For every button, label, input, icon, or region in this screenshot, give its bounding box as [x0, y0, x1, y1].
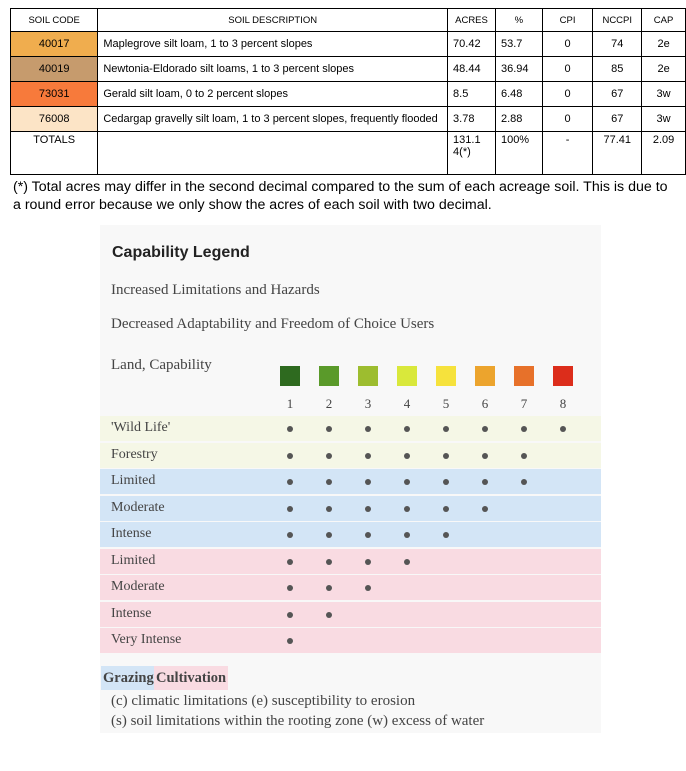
suitability-dot: [365, 453, 371, 459]
table-row: [11, 32, 686, 57]
acres-cell: 70.42: [448, 32, 496, 57]
suitability-dot: [443, 453, 449, 459]
suitability-dot: [365, 479, 371, 485]
suitability-dot: [287, 638, 293, 644]
suitability-dot: [482, 479, 488, 485]
suitability-dot: [287, 559, 293, 565]
suitability-dot: [365, 532, 371, 538]
suitability-dot: [365, 585, 371, 591]
capability-class-8-swatch: [553, 366, 573, 386]
totals-acres-line2: 4(*): [453, 146, 471, 158]
land-use-label: Moderate: [111, 579, 165, 594]
suitability-dot: [404, 559, 410, 565]
totals-acres-line1: 131.1: [453, 134, 481, 146]
cap-cell: 2e: [642, 57, 686, 82]
capability-class-number: 7: [520, 396, 528, 411]
soil-description-cell: Gerald silt loam, 0 to 2 percent slopes: [98, 82, 448, 107]
suitability-dot: [521, 479, 527, 485]
suitability-dot: [287, 506, 293, 512]
capability-class-3-swatch: [358, 366, 378, 386]
soil-code-cell: 40019: [11, 57, 98, 82]
totals-row: [11, 132, 686, 175]
land-use-label: Forestry: [111, 446, 158, 462]
land-use-row: [100, 602, 601, 627]
suitability-dot: [404, 506, 410, 512]
suitability-dot: [326, 532, 332, 538]
land-use-row: [100, 416, 601, 441]
suitability-dot: [326, 426, 332, 432]
capability-class-number: 5: [442, 396, 450, 411]
land-use-row: [100, 443, 601, 468]
land-use-row: [100, 575, 601, 600]
land-use-row: [100, 522, 601, 547]
land-use-label: 'Wild Life': [111, 420, 171, 435]
suitability-dot: [443, 506, 449, 512]
suitability-dot: [287, 426, 293, 432]
suitability-dot: [521, 453, 527, 459]
suitability-dot: [482, 506, 488, 512]
totals-nccpi: 77.41: [593, 132, 642, 175]
suitability-dot: [365, 426, 371, 432]
land-use-label: Intense: [111, 526, 152, 541]
land-use-row: [100, 469, 601, 494]
cap-cell: 2e: [642, 32, 686, 57]
header-cap: CAP: [642, 9, 686, 32]
land-use-row: [100, 628, 601, 653]
nccpi-cell: 74: [593, 32, 642, 57]
suitability-dot: [365, 506, 371, 512]
suitability-dot: [404, 426, 410, 432]
grazing-key: Grazing: [101, 666, 156, 690]
nccpi-cell: 67: [593, 82, 642, 107]
soil-description-cell: Cedargap gravelly silt loam, 1 to 3 percent slopes, frequently flooded: [98, 107, 448, 132]
suitability-dot: [482, 453, 488, 459]
percent-cell: 36.94: [495, 57, 542, 82]
capability-class-6-swatch: [475, 366, 495, 386]
suitability-dot: [443, 532, 449, 538]
land-use-row: [100, 496, 601, 521]
suitability-dot: [404, 453, 410, 459]
legend-land-capability-text: Land, Capability: [111, 357, 212, 373]
capability-legend: [100, 225, 601, 733]
legend-footnote-soil: (s) soil limitations within the rooting zone (w) excess of water: [111, 713, 485, 729]
land-use-label: Limited: [111, 473, 156, 488]
totals-description-cell: [98, 132, 448, 175]
capability-class-number: 8: [559, 396, 567, 411]
soil-code-cell: 40017: [11, 32, 98, 57]
header-soil-description: SOIL DESCRIPTION: [98, 9, 448, 32]
cap-cell: 3w: [642, 82, 686, 107]
capability-class-number: 6: [481, 396, 489, 411]
soil-description-cell: Maplegrove silt loam, 1 to 3 percent slopes: [98, 32, 448, 57]
capability-class-1-swatch: [280, 366, 300, 386]
table-header-row: [11, 9, 686, 32]
acres-cell: 8.5: [448, 82, 496, 107]
cpi-cell: 0: [542, 82, 593, 107]
suitability-dot: [443, 479, 449, 485]
totals-cpi: -: [542, 132, 593, 175]
land-use-label: Limited: [111, 552, 156, 568]
suitability-dot: [404, 532, 410, 538]
capability-class-5-swatch: [436, 366, 456, 386]
capability-class-4-swatch: [397, 366, 417, 386]
percent-cell: 6.48: [495, 82, 542, 107]
table-row: [11, 57, 686, 82]
suitability-dot: [443, 426, 449, 432]
table-row: [11, 107, 686, 132]
suitability-dot: [521, 426, 527, 432]
capability-class-number: 1: [286, 396, 294, 411]
legend-adaptability-text: Decreased Adaptability and Freedom of Choice Users: [111, 316, 435, 332]
suitability-dot: [560, 426, 566, 432]
suitability-dot: [404, 479, 410, 485]
capability-class-7-swatch: [514, 366, 534, 386]
cultivation-key: Cultivation: [154, 666, 228, 690]
header-soil-code: SOIL CODE: [11, 9, 98, 32]
acres-cell: 3.78: [448, 107, 496, 132]
suitability-dot: [326, 453, 332, 459]
legend-hazards-text: Increased Limitations and Hazards: [111, 282, 320, 298]
nccpi-cell: 67: [593, 107, 642, 132]
percent-cell: 53.7: [495, 32, 542, 57]
totals-label: TOTALS: [11, 132, 98, 175]
table-row: [11, 82, 686, 107]
capability-class-number: 4: [403, 396, 411, 411]
rounding-note: (*) Total acres may differ in the second decimal compared to the sum of each acreage soil. This is due to a round error because we only show the acres of each soil with two decimal.: [13, 179, 668, 213]
capability-class-2-swatch: [319, 366, 339, 386]
land-use-row: [100, 549, 601, 574]
totals-percent: 100%: [495, 132, 542, 175]
legend-title: Capability Legend: [112, 244, 250, 261]
legend-footnote-climatic: (c) climatic limitations (e) susceptibility to erosion: [111, 693, 416, 709]
soil-code-cell: 76008: [11, 107, 98, 132]
suitability-dot: [326, 506, 332, 512]
totals-acres: [448, 132, 496, 175]
cpi-cell: 0: [542, 32, 593, 57]
totals-cap: 2.09: [642, 132, 686, 175]
soil-description-cell: Newtonia-Eldorado silt loams, 1 to 3 percent slopes: [98, 57, 448, 82]
cpi-cell: 0: [542, 57, 593, 82]
land-use-label: Very Intense: [111, 632, 182, 647]
suitability-dot: [287, 585, 293, 591]
cpi-cell: 0: [542, 107, 593, 132]
soil-table: [10, 8, 686, 175]
suitability-dot: [326, 559, 332, 565]
header-percent: %: [495, 9, 542, 32]
cap-cell: 3w: [642, 107, 686, 132]
nccpi-cell: 85: [593, 57, 642, 82]
capability-class-number: 2: [325, 396, 333, 411]
suitability-dot: [287, 532, 293, 538]
header-acres: ACRES: [448, 9, 496, 32]
header-cpi: CPI: [542, 9, 593, 32]
land-use-label: Moderate: [111, 499, 165, 515]
suitability-dot: [326, 612, 332, 618]
suitability-dot: [287, 453, 293, 459]
suitability-dot: [482, 426, 488, 432]
land-use-label: Intense: [111, 605, 152, 621]
suitability-dot: [326, 479, 332, 485]
header-nccpi: NCCPI: [593, 9, 642, 32]
suitability-dot: [287, 612, 293, 618]
suitability-dot: [287, 479, 293, 485]
suitability-dot: [365, 559, 371, 565]
acres-cell: 48.44: [448, 57, 496, 82]
soil-code-cell: 73031: [11, 82, 98, 107]
capability-class-number: 3: [364, 396, 372, 411]
suitability-dot: [326, 585, 332, 591]
percent-cell: 2.88: [495, 107, 542, 132]
